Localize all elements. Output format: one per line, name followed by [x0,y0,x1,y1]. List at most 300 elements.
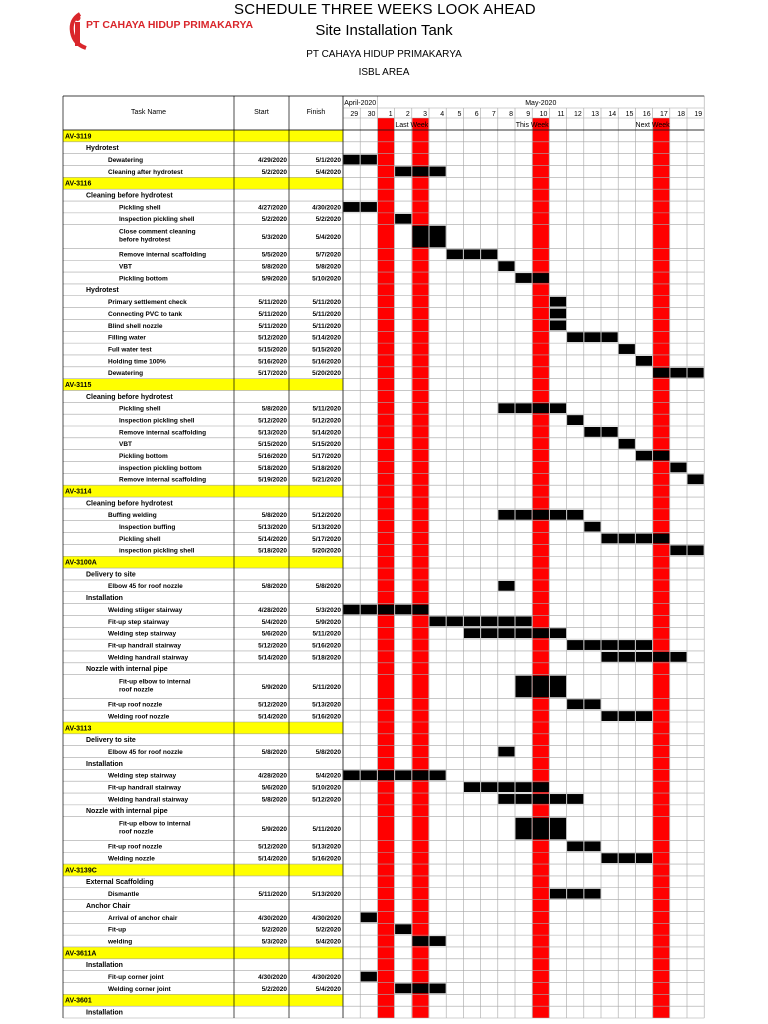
task-start-date: 5/12/2020 [258,701,287,709]
group-name-label: Installation [86,1009,123,1017]
task-name-label: Fit-up step stairway [108,618,170,626]
task-bar [688,474,704,484]
task-name-label: Fit-up elbow to internal roof nozzle [119,820,191,836]
task-bar [498,794,514,804]
task-start-date: 5/12/2020 [258,417,287,425]
task-start-date: 5/2/2020 [261,168,287,176]
task-bar [619,652,635,662]
task-start-date: 4/28/2020 [258,772,287,780]
task-finish-date: 5/17/2020 [312,453,341,460]
task-bar [653,534,669,544]
task-bar [584,841,600,851]
task-bar [481,628,497,638]
task-start-date: 5/8/2020 [261,405,287,413]
task-bar [584,332,600,342]
task-finish-date: 5/12/2020 [312,417,341,425]
task-name-label: Primary settlement check [108,299,187,307]
task-bar [653,368,669,378]
task-finish-date: 5/3/2020 [315,606,341,614]
task-bar [412,983,428,993]
task-bar [602,640,618,650]
task-name-label: Welding handrail stairway [108,796,189,804]
task-finish-date: 5/21/2020 [312,476,341,484]
task-bar [636,853,652,863]
day-number-label: 10 [539,111,548,118]
task-finish-date: 5/11/2020 [312,310,341,318]
task-bar [498,261,514,271]
section-code-label: AV-3115 [65,381,92,389]
task-name-label: Fit-up corner joint [108,973,164,981]
group-name-label: Nozzle with internal pipe [86,666,168,674]
task-bar [670,545,686,555]
task-bar [395,983,411,993]
task-bar [533,676,549,698]
company-name: PT CAHAYA HIDUP PRIMAKARYA [306,49,462,60]
day-number-label: 12 [574,111,582,118]
task-bar [430,936,446,946]
page-subtitle: Site Installation Tank [315,22,453,39]
group-name-label: Delivery to site [86,737,136,745]
task-start-date: 5/11/2020 [258,891,287,899]
task-start-date: 5/14/2020 [258,855,287,863]
group-name-label: Hydrotest [86,287,119,295]
task-name-label: Fit-up handrail stairway [108,784,181,792]
section-row-fill [63,864,343,876]
task-bar [602,711,618,721]
task-start-date: 5/6/2020 [261,630,287,638]
day-number-label: 2 [405,111,410,118]
task-name-label: Pickling shell [119,204,161,212]
task-start-date: 5/13/2020 [258,429,287,437]
task-finish-date: 5/10/2020 [312,275,341,283]
task-bar [533,794,549,804]
task-name-label: Welding corner joint [108,985,171,993]
task-bar [670,652,686,662]
task-bar [550,510,566,520]
task-start-date: 5/17/2020 [258,370,287,378]
task-finish-date: 5/16/2020 [312,358,341,366]
task-bar [361,605,377,615]
task-bar [464,628,480,638]
task-bar [516,628,532,638]
task-bar [412,770,428,780]
task-name-label: Fit-up elbow to internal roof nozzle [119,678,191,694]
task-bar [447,616,463,626]
task-bar [498,782,514,792]
task-bar [498,510,514,520]
task-start-date: 5/9/2020 [261,275,287,283]
task-bar [602,853,618,863]
section-code-label: AV-3119 [65,133,92,141]
task-bar [344,155,360,165]
group-name-label: Nozzle with internal pipe [86,808,168,816]
task-bar [481,249,497,259]
task-start-date: 5/12/2020 [258,642,287,650]
task-bar [412,605,428,615]
task-bar [688,545,704,555]
task-name-label: Filling water [108,334,146,342]
task-finish-date: 5/1/2020 [315,157,341,164]
task-name-label: Welding nozzle [108,855,155,863]
col-header-finish: Finish [306,109,326,116]
task-bar [430,770,446,780]
task-name-label: Elbow 45 for roof nozzle [108,749,183,756]
task-bar [516,794,532,804]
section-row-fill [63,130,343,142]
task-bar [344,605,360,615]
task-finish-date: 5/12/2020 [312,796,341,804]
task-finish-date: 5/16/2020 [312,713,341,721]
task-name-label: Fit-up [108,926,127,934]
task-bar [619,853,635,863]
task-finish-date: 5/13/2020 [312,524,341,532]
day-number-label: 4 [440,111,445,118]
task-start-date: 5/12/2020 [258,334,287,342]
task-name-label: Dewatering [108,370,144,378]
task-name-label: Welding handrail stairway [108,654,189,662]
task-bar [584,427,600,437]
task-bar [584,889,600,899]
task-bar [636,451,652,461]
task-name-label: Remove internal scaffolding [119,429,207,437]
section-row-fill [63,485,343,497]
task-bar [636,534,652,544]
task-bar [464,782,480,792]
day-number-label: 14 [608,111,617,118]
task-bar [550,889,566,899]
week-label: This Week [515,122,549,129]
task-bar [619,344,635,354]
task-start-date: 5/2/2020 [261,216,287,224]
task-finish-date: 5/13/2020 [312,701,341,709]
task-name-label: Inspection buffing [119,524,176,532]
task-start-date: 5/18/2020 [258,547,287,555]
task-name-label: inspection pickling shell [119,547,195,555]
task-start-date: 5/16/2020 [258,358,287,366]
section-code-label: AV-3114 [65,488,92,496]
task-finish-date: 5/11/2020 [312,322,341,330]
group-name-label: Cleaning before hydrotest [86,393,173,401]
task-name-label: Welding stiiger stairway [108,606,183,614]
month-label: May-2020 [525,100,557,107]
task-name-label: Pickling bottom [119,453,168,460]
task-bar [533,628,549,638]
task-bar [550,320,566,330]
task-start-date: 5/16/2020 [258,453,287,460]
task-bar [533,510,549,520]
task-bar [344,770,360,780]
task-start-date: 5/8/2020 [261,749,287,756]
col-header-task-name: Task Name [130,109,167,116]
task-start-date: 5/4/2020 [261,618,287,626]
task-finish-date: 5/11/2020 [312,630,341,638]
task-finish-date: 5/12/2020 [312,512,341,520]
task-bar [395,924,411,934]
task-name-label: Connecting PVC to tank [108,310,183,318]
task-bar [344,202,360,212]
day-number-label: 16 [642,111,651,118]
task-finish-date: 5/7/2020 [315,251,341,259]
group-name-label: Delivery to site [86,571,136,579]
task-bar [619,640,635,650]
task-start-date: 5/18/2020 [258,464,287,472]
task-name-label: Inspection pickling shell [119,417,195,425]
section-row-fill [63,994,343,1006]
page-title: SCHEDULE THREE WEEKS LOOK AHEAD [234,1,536,18]
task-bar [516,818,532,840]
task-finish-date: 5/11/2020 [312,683,341,691]
task-bar [550,297,566,307]
task-start-date: 4/28/2020 [258,606,287,614]
task-name-label: Buffing welding [108,512,157,520]
task-name-label: Arrival of anchor chair [108,914,178,922]
task-name-label: Fit-up handrail stairway [108,642,181,650]
task-finish-date: 5/8/2020 [315,749,341,756]
task-bar [636,711,652,721]
day-number-label: 5 [457,111,462,118]
task-finish-date: 5/4/2020 [315,772,341,780]
task-bar [653,451,669,461]
task-finish-date: 5/2/2020 [315,926,341,934]
task-bar [395,605,411,615]
section-row-fill [63,947,343,959]
task-name-label: Elbow 45 for roof nozzle [108,583,183,591]
task-bar [602,652,618,662]
week-label: Last Week [395,122,429,129]
task-bar [584,699,600,709]
task-bar [567,332,583,342]
task-bar [481,616,497,626]
task-name-label: Cleaning after hydrotest [108,168,183,176]
section-code-label: AV-3611A [65,950,97,958]
task-start-date: 5/2/2020 [261,926,287,934]
task-finish-date: 5/13/2020 [312,891,341,899]
task-bar [395,214,411,224]
task-bar [481,782,497,792]
task-bar [567,510,583,520]
task-bar [533,273,549,283]
task-finish-date: 5/9/2020 [315,618,341,626]
task-bar [516,676,532,698]
task-finish-date: 5/4/2020 [315,168,341,176]
task-finish-date: 5/8/2020 [315,583,341,591]
task-start-date: 4/27/2020 [258,204,287,212]
task-bar [516,616,532,626]
task-finish-date: 5/18/2020 [312,654,341,662]
task-start-date: 4/30/2020 [258,914,287,922]
task-name-label: inspection pickling bottom [119,464,202,472]
task-name-label: Dewatering [108,157,144,164]
task-bar [550,403,566,413]
area-label: ISBL AREA [358,67,410,78]
month-label: April-2020 [344,100,377,107]
day-number-label: 3 [423,111,427,118]
task-start-date: 5/9/2020 [261,825,287,833]
task-bar [619,534,635,544]
task-start-date: 4/30/2020 [258,973,287,981]
task-bar [516,510,532,520]
task-bar [533,403,549,413]
task-bar [550,818,566,840]
task-bar [361,202,377,212]
task-start-date: 5/12/2020 [258,843,287,851]
task-bar [670,368,686,378]
group-name-label: Installation [86,595,123,603]
task-start-date: 5/14/2020 [258,654,287,662]
group-name-label: Installation [86,962,123,970]
task-finish-date: 5/4/2020 [315,938,341,946]
task-finish-date: 5/14/2020 [312,334,341,342]
day-number-label: 7 [491,111,496,118]
task-finish-date: 5/8/2020 [315,263,341,271]
task-bar [430,616,446,626]
task-name-label: Fit-up roof nozzle [108,843,163,851]
task-bar [412,226,428,248]
section-code-label: AV-3139C [65,867,97,875]
day-number-label: 19 [694,111,703,118]
task-name-label: Close comment cleaning before hydrotest [119,228,196,244]
task-name-label: welding [108,938,133,946]
task-finish-date: 5/11/2020 [312,299,341,307]
task-bar [378,605,394,615]
task-start-date: 5/19/2020 [258,476,287,484]
task-finish-date: 5/16/2020 [312,855,341,863]
task-bar [498,628,514,638]
task-bar [688,368,704,378]
task-finish-date: 5/11/2020 [312,405,341,413]
section-row-fill [63,556,343,568]
task-bar [430,226,446,248]
task-name-label: Pickling shell [119,405,161,413]
task-bar [533,782,549,792]
task-name-label: Pickling bottom [119,275,168,283]
task-start-date: 5/3/2020 [261,233,287,241]
task-bar [584,522,600,532]
logo-text: PT CAHAYA HIDUP PRIMAKARYA [86,19,254,31]
group-name-label: Hydrotest [86,145,119,153]
task-bar [567,699,583,709]
task-bar [550,309,566,319]
task-finish-date: 4/30/2020 [312,204,341,212]
task-bar [567,640,583,650]
week-label: Next Week [635,122,670,129]
task-name-label: Welding roof nozzle [108,713,170,721]
task-bar [378,770,394,780]
task-name-label: Remove internal scaffolding [119,476,207,484]
task-bar [516,782,532,792]
task-bar [602,534,618,544]
task-bar [395,770,411,780]
section-row-fill [63,722,343,734]
task-start-date: 5/8/2020 [261,512,287,520]
task-finish-date: 5/20/2020 [312,547,341,555]
task-finish-date: 5/18/2020 [312,464,341,472]
task-bar [412,167,428,177]
task-bar [619,439,635,449]
task-bar [430,167,446,177]
task-start-date: 5/5/2020 [261,251,287,259]
task-bar [361,912,377,922]
task-bar [516,273,532,283]
task-bar [550,794,566,804]
task-bar [670,463,686,473]
section-row-fill [63,177,343,189]
task-bar [602,427,618,437]
task-bar [464,249,480,259]
group-name-label: Cleaning before hydrotest [86,500,173,508]
task-name-label: Blind shell nozzle [108,322,163,330]
task-finish-date: 5/4/2020 [315,985,341,993]
task-start-date: 5/11/2020 [258,310,287,318]
task-bar [498,616,514,626]
task-bar [567,841,583,851]
group-name-label: Anchor Chair [86,902,131,910]
task-name-label: VBT [119,441,132,449]
task-bar [361,972,377,982]
task-bar [636,640,652,650]
task-start-date: 5/15/2020 [258,346,287,354]
task-finish-date: 5/4/2020 [315,233,341,241]
task-finish-date: 5/15/2020 [312,346,341,354]
day-number-label: 8 [509,111,513,118]
task-bar [498,581,514,591]
task-start-date: 4/29/2020 [258,157,287,164]
task-finish-date: 5/15/2020 [312,441,341,449]
task-start-date: 5/8/2020 [261,583,287,591]
task-start-date: 5/8/2020 [261,263,287,271]
task-finish-date: 4/30/2020 [312,973,341,981]
task-name-label: Welding step stairway [108,630,177,638]
day-number-label: 18 [677,111,685,118]
day-number-label: 6 [474,111,479,118]
task-finish-date: 5/17/2020 [312,535,341,543]
task-bar [464,616,480,626]
task-finish-date: 4/30/2020 [312,914,341,922]
task-bar [550,628,566,638]
task-bar [395,167,411,177]
task-name-label: VBT [119,263,132,271]
task-bar [636,356,652,366]
task-bar [498,403,514,413]
task-start-date: 5/6/2020 [261,784,287,792]
task-finish-date: 5/10/2020 [312,784,341,792]
task-name-label: Pickling shell [119,535,161,543]
task-bar [516,403,532,413]
day-number-label: 15 [625,111,634,118]
task-bar [584,640,600,650]
day-number-label: 9 [526,111,531,118]
section-code-label: AV-3601 [65,997,92,1005]
task-bar [636,652,652,662]
task-bar [567,794,583,804]
task-start-date: 5/8/2020 [261,796,287,804]
day-number-label: 17 [660,111,668,118]
section-code-label: AV-3100A [65,559,97,567]
section-code-label: AV-3116 [65,180,92,188]
task-bar [619,711,635,721]
task-name-label: Inspection pickling shell [119,216,195,224]
group-name-label: External Scaffolding [86,879,154,887]
task-start-date: 5/9/2020 [261,683,287,691]
task-name-label: Full water test [108,346,152,354]
task-bar [602,332,618,342]
task-bar [653,652,669,662]
task-bar [361,770,377,780]
task-name-label: Fit-up roof nozzle [108,701,163,709]
task-start-date: 5/3/2020 [261,938,287,946]
section-code-label: AV-3113 [65,725,92,733]
task-finish-date: 5/14/2020 [312,429,341,437]
